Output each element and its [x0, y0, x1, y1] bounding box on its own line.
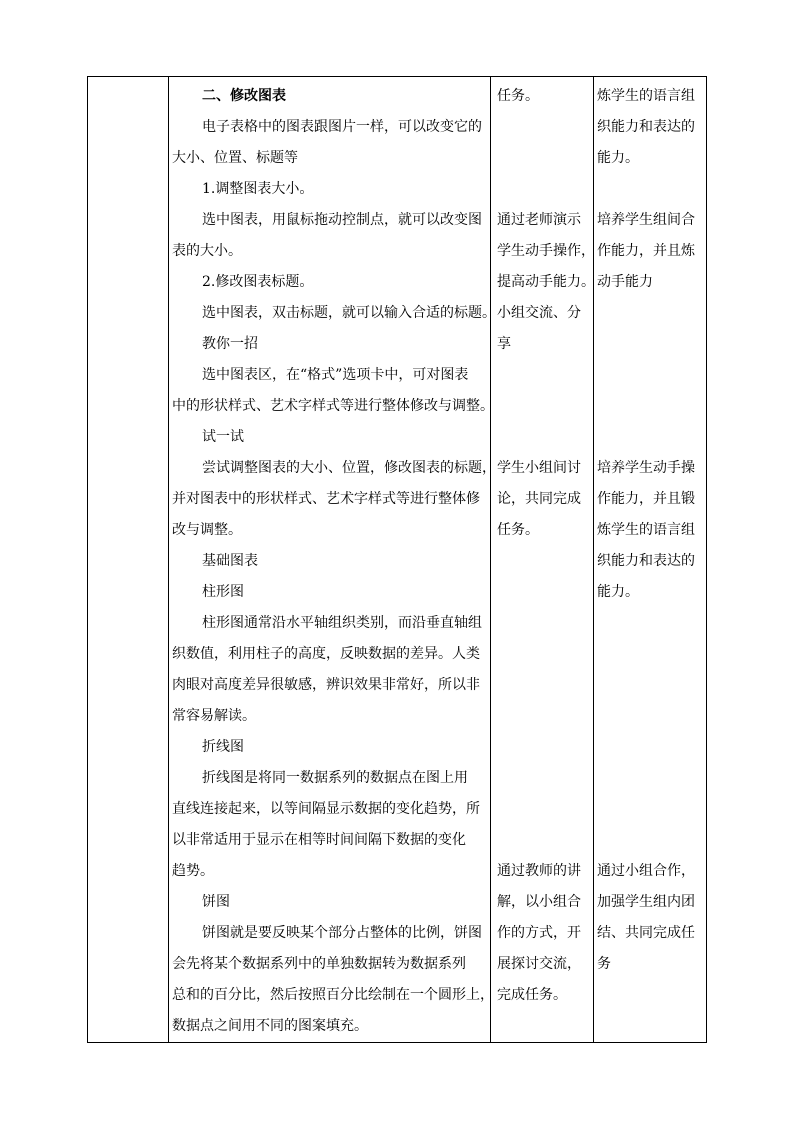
student-activity-line: 享	[497, 336, 511, 352]
design-intent-line: 通过小组合作，	[597, 863, 695, 879]
design-intent-line: 能力。	[597, 584, 639, 600]
column-divider	[168, 77, 169, 1042]
content-line: 饼图	[202, 894, 230, 910]
design-intent-line: 动手能力	[597, 274, 653, 290]
student-activity-line: 学生小组间讨	[497, 460, 581, 476]
content-line: 趋势。	[172, 863, 214, 879]
design-intent-line: 织能力和表达的	[597, 553, 695, 569]
design-intent-line: 培养学生动手操	[597, 460, 695, 476]
content-line: 尝试调整图表的大小、位置，修改图表的标题，	[202, 460, 496, 476]
content-line: 常容易解读。	[172, 708, 256, 724]
design-intent-line: 务	[597, 956, 611, 972]
design-intent-line: 作能力，并且锻	[597, 491, 695, 507]
content-line: 改与调整。	[172, 522, 242, 538]
student-activity-line: 通过老师演示	[497, 212, 581, 228]
content-line: 2.修改图表标题。	[202, 274, 314, 290]
student-activity-line: 论，共同完成	[497, 491, 581, 507]
content-line: 柱形图	[202, 584, 244, 600]
content-line: 肉眼对高度差异很敏感，辨识效果非常好，所以非	[172, 677, 480, 693]
lesson-plan-table	[87, 76, 707, 1043]
content-line: 选中图表区，在“格式”选项卡中，可对图表	[202, 367, 469, 383]
content-line: 折线图是将同一数据系列的数据点在图上用	[202, 770, 468, 786]
content-line: 1.调整图表大小。	[202, 181, 314, 197]
content-line: 数据点之间用不同的图案填充。	[172, 1018, 368, 1034]
content-line: 表的大小。	[172, 243, 242, 259]
content-line: 会先将某个数据系列中的单独数据转为数据系列	[172, 956, 466, 972]
student-activity-line: 任务。	[497, 522, 539, 538]
content-line: 以非常适用于显示在相等时间间隔下数据的变化	[172, 832, 466, 848]
student-activity-line: 完成任务。	[497, 987, 567, 1003]
content-line: 教你一招	[202, 336, 258, 352]
design-intent-line: 炼学生的语言组	[597, 522, 695, 538]
design-intent-line: 结、共同完成任	[597, 925, 695, 941]
content-line: 二、修改图表	[202, 88, 286, 104]
student-activity-line: 作的方式，开	[497, 925, 581, 941]
student-activity-line: 任务。	[497, 88, 539, 104]
content-line: 选中图表，双击标题，就可以输入合适的标题。	[202, 305, 496, 321]
student-activity-line: 展探讨交流，	[497, 956, 581, 972]
content-line: 织数值，利用柱子的高度，反映数据的差异。人类	[172, 646, 480, 662]
design-intent-line: 作能力，并且炼	[597, 243, 695, 259]
student-activity-line: 学生动手操作，	[497, 243, 595, 259]
content-line: 直线连接起来，以等间隔显示数据的变化趋势，所	[172, 801, 480, 817]
design-intent-line: 加强学生组内团	[597, 894, 695, 910]
design-intent-line: 炼学生的语言组	[597, 88, 695, 104]
content-line: 折线图	[202, 739, 244, 755]
design-intent-line: 能力。	[597, 150, 639, 166]
content-line: 大小、位置、标题等	[172, 150, 298, 166]
column-divider	[593, 77, 594, 1042]
content-line: 基础图表	[202, 553, 258, 569]
content-line: 选中图表，用鼠标拖动控制点，就可以改变图	[202, 212, 482, 228]
design-intent-line: 织能力和表达的	[597, 119, 695, 135]
content-line: 饼图就是要反映某个部分占整体的比例，饼图	[202, 925, 482, 941]
content-line: 试一试	[202, 429, 244, 445]
student-activity-line: 通过教师的讲	[497, 863, 581, 879]
content-line: 中的形状样式、艺术字样式等进行整体修改与调整。	[172, 398, 494, 414]
content-line: 柱形图通常沿水平轴组织类别，而沿垂直轴组	[202, 615, 482, 631]
content-line: 总和的百分比，然后按照百分比绘制在一个圆形上，	[172, 987, 494, 1003]
student-activity-line: 解，以小组合	[497, 894, 581, 910]
student-activity-line: 提高动手能力。	[497, 274, 595, 290]
design-intent-line: 培养学生组间合	[597, 212, 695, 228]
content-line: 电子表格中的图表跟图片一样，可以改变它的	[202, 119, 482, 135]
content-line: 并对图表中的形状样式、艺术字样式等进行整体修	[172, 491, 480, 507]
student-activity-line: 小组交流、分	[497, 305, 581, 321]
column-divider	[490, 77, 491, 1042]
